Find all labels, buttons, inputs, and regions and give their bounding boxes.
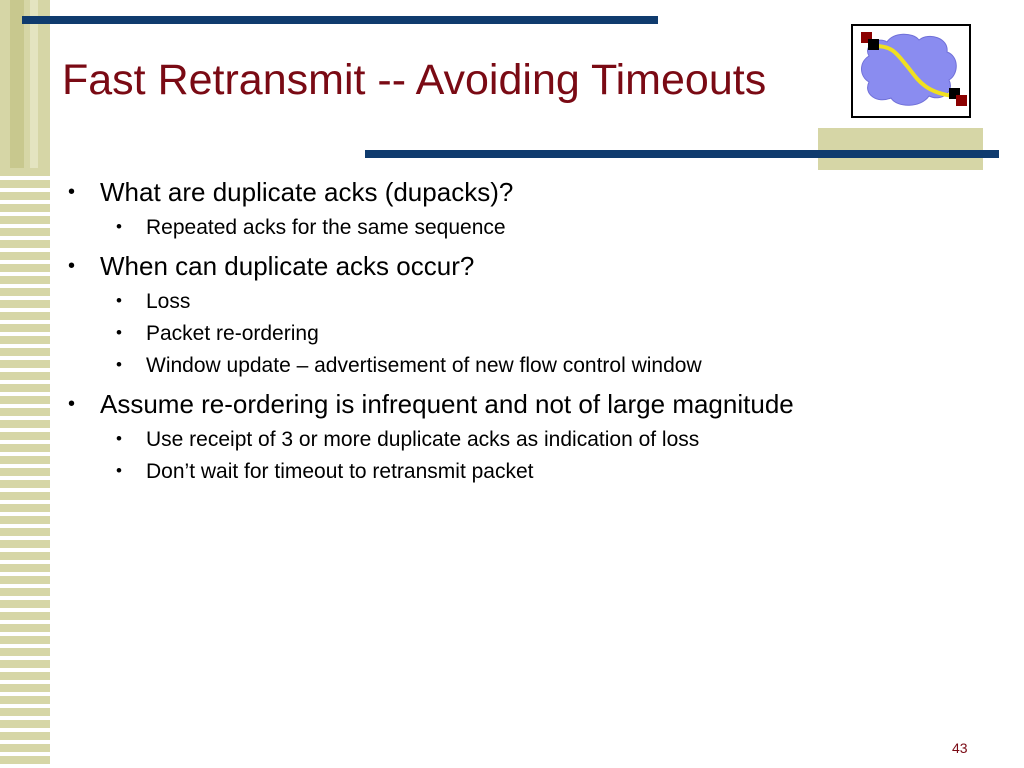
- bullet-text: What are duplicate acks (dupacks)?: [100, 177, 514, 207]
- sub-bullet-item: [62, 354, 1002, 378]
- bullet-text: Window update – advertisement of new flow control window: [146, 354, 702, 378]
- bullet-dot-icon: •: [116, 290, 122, 310]
- bullet-dot-icon: •: [68, 255, 76, 278]
- network-cloud-graphic: [853, 26, 969, 116]
- bullet-list: [62, 176, 1002, 485]
- sub-bullet-item: [62, 322, 1002, 346]
- sub-bullet-item: [62, 216, 1002, 240]
- bullet-dot-icon: •: [68, 393, 76, 416]
- bullet-dot-icon: •: [116, 216, 122, 236]
- bullet-item: [62, 252, 1002, 282]
- bullet-dot-icon: •: [68, 181, 76, 203]
- bullet-text: Assume re-ordering is infrequent and not of large magnitude: [100, 389, 794, 420]
- bullet-text: Don’t wait for timeout to retransmit packet: [146, 460, 534, 484]
- bullet-text: Packet re-ordering: [146, 322, 319, 346]
- bullet-text: Repeated acks for the same sequence: [146, 215, 506, 239]
- page-number: 43: [952, 740, 968, 756]
- left-solid-band: [10, 0, 24, 168]
- sub-bullet-item: [62, 460, 1002, 484]
- sub-bullet-item: [62, 428, 1002, 452]
- bullet-text: Use receipt of 3 or more duplicate acks as indication of loss: [146, 428, 700, 452]
- left-solid-decoration: [0, 0, 50, 168]
- title-bottom-rule: [365, 150, 999, 158]
- bullet-item: [62, 178, 1002, 208]
- title-top-rule: [22, 16, 658, 24]
- bullet-text: When can duplicate acks occur?: [100, 251, 475, 282]
- left-solid-band-light: [30, 0, 38, 168]
- slide-title: Fast Retransmit -- Avoiding Timeouts: [62, 56, 767, 104]
- sub-bullet-item: [62, 290, 1002, 314]
- bullet-dot-icon: •: [116, 323, 122, 343]
- network-cloud-icon: [851, 24, 971, 118]
- title-accent-block: [818, 128, 983, 170]
- bullet-text: Loss: [146, 289, 191, 313]
- bullet-dot-icon: •: [116, 429, 122, 449]
- bullet-item: [62, 390, 1002, 420]
- bullet-dot-icon: •: [116, 355, 122, 375]
- bullet-dot-icon: •: [116, 461, 122, 481]
